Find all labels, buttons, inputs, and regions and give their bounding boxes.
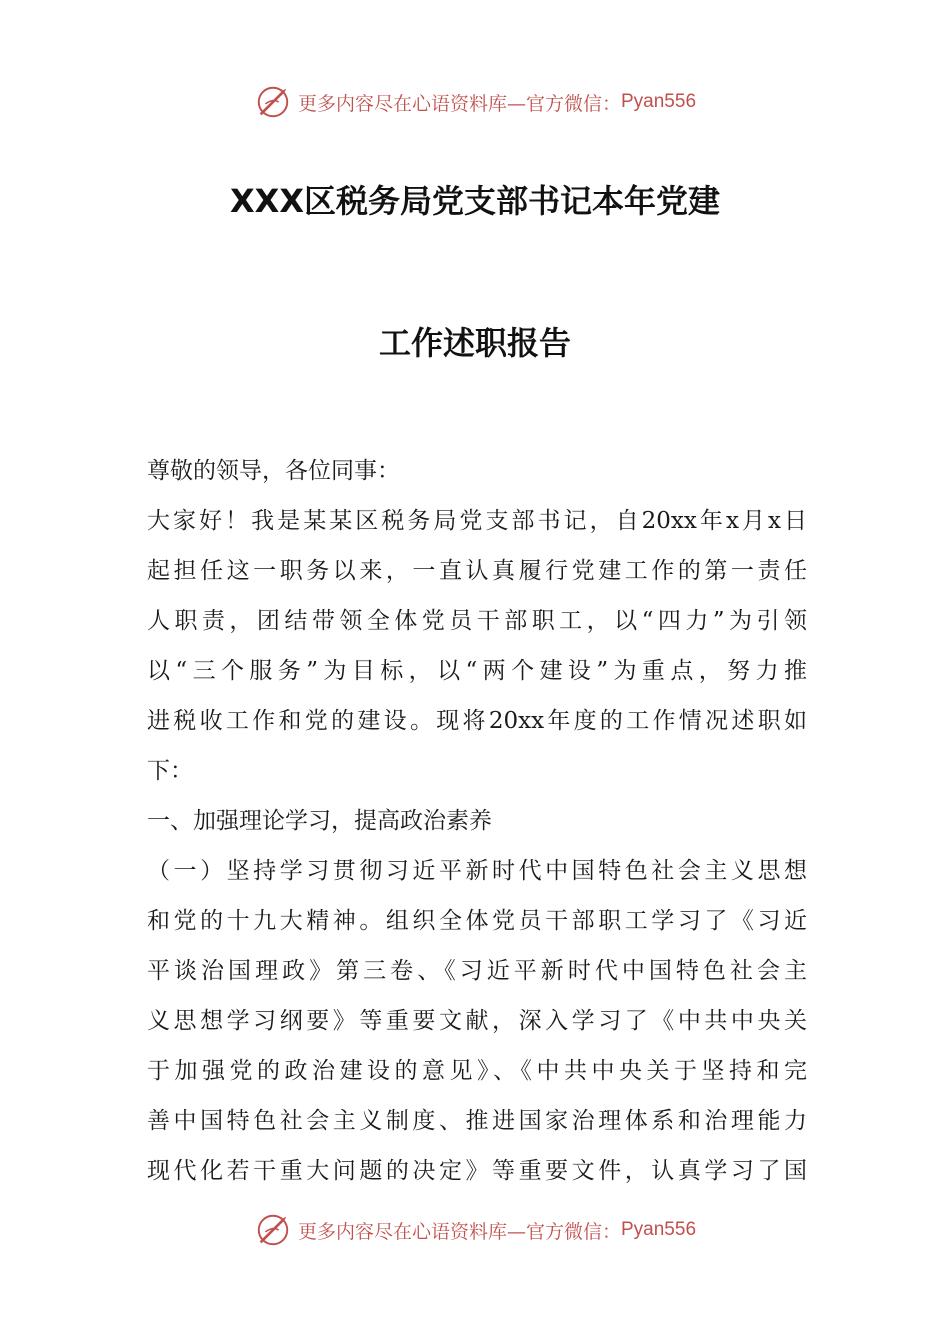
- body-line: 以“三个服务”为目标，以“两个建设”为重点，努力推: [147, 658, 807, 684]
- footer-watermark-banner: [0, 1208, 950, 1252]
- banner-text: 更多内容尽在心语资料库—官方微信：: [297, 92, 621, 115]
- quill-pen-logo-icon: [254, 1211, 292, 1249]
- banner-wechat-id: Pyan556: [621, 1219, 697, 1240]
- body-line: 进税收工作和党的建设。现将20xx年度的工作情况述职如: [147, 708, 807, 734]
- banner-wechat-id: Pyan556: [621, 91, 697, 112]
- quill-pen-logo-icon: [254, 83, 292, 121]
- body-line: 于加强党的政治建设的意见》、《中共中央关于坚持和完: [147, 1058, 807, 1084]
- body-line: 尊敬的领导，各位同事：: [147, 458, 400, 484]
- body-line: 善中国特色社会主义制度、推进国家治理体系和治理能力: [147, 1108, 807, 1134]
- body-line: （一）坚持学习贯彻习近平新时代中国特色社会主义思想: [147, 858, 807, 884]
- document-title-line2: 工作述职报告: [378, 324, 571, 362]
- body-line: 下：: [147, 758, 193, 784]
- document-body: [147, 446, 807, 1196]
- banner-text: 更多内容尽在心语资料库—官方微信：: [297, 1220, 621, 1243]
- header-watermark-banner: [0, 80, 950, 124]
- body-line: 现代化若干重大问题的决定》等重要文件，认真学习了国: [147, 1158, 807, 1184]
- section-heading: 一、加强理论学习，提高政治素养: [147, 808, 492, 834]
- document-title-line1: XXX区税务局党支部书记本年党建: [229, 182, 721, 220]
- body-line: 大家好！我是某某区税务局党支部书记，自20xx年x月x日: [147, 508, 807, 534]
- body-line: 起担任这一职务以来，一直认真履行党建工作的第一责任: [147, 558, 807, 584]
- body-line: 义思想学习纲要》等重要文献，深入学习了《中共中央关: [147, 1008, 807, 1034]
- body-line: 和党的十九大精神。组织全体党员干部职工学习了《习近: [147, 908, 807, 934]
- body-line: 平谈治国理政》第三卷、《习近平新时代中国特色社会主: [147, 958, 807, 984]
- body-line: 人职责，团结带领全体党员干部职工，以“四力”为引领: [147, 608, 807, 634]
